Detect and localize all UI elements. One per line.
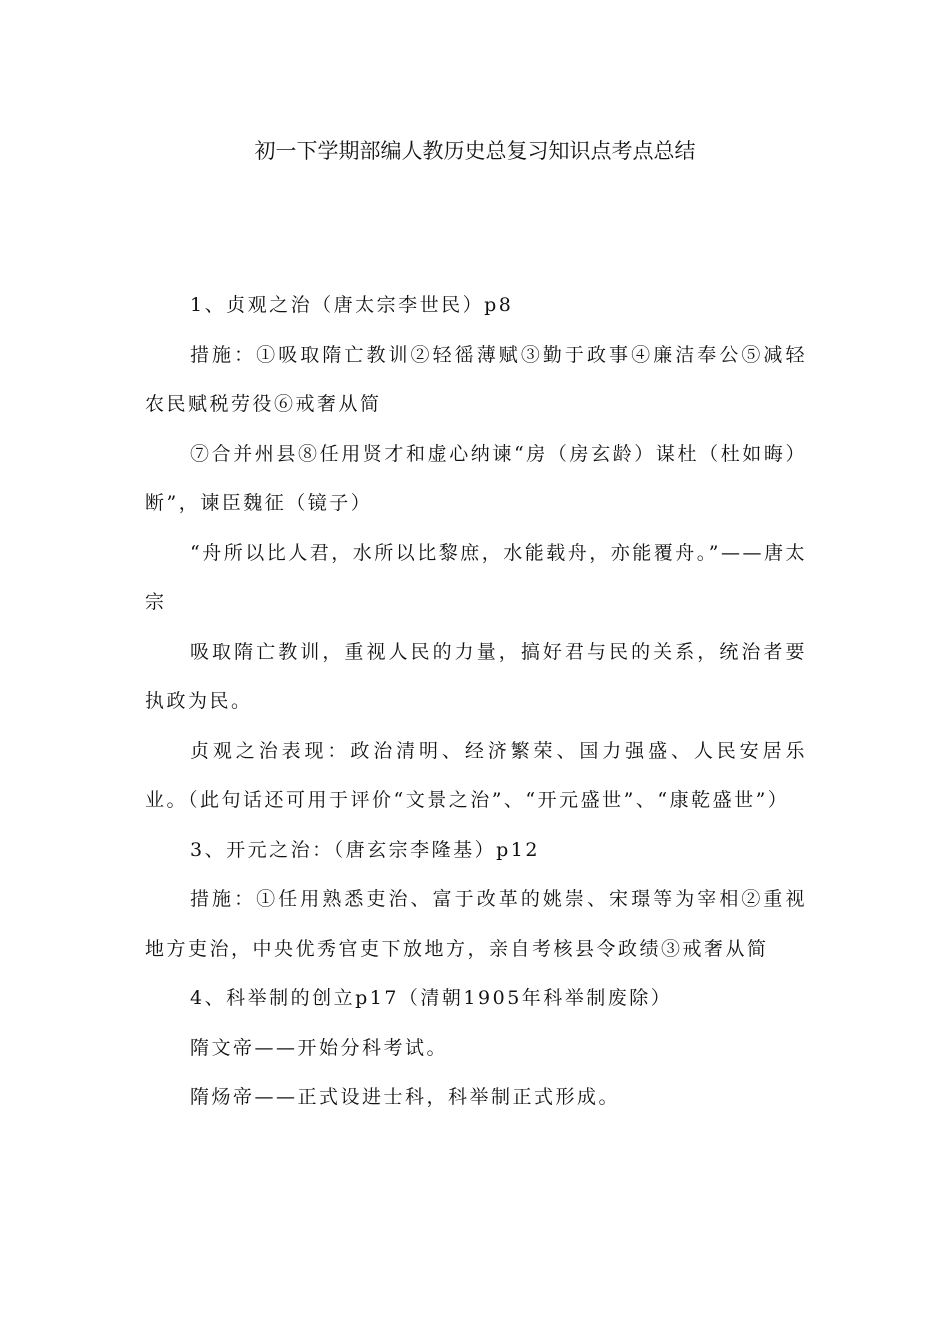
paragraph-kaiyuan-heading: 3、开元之治：（唐玄宗李隆基）p12 <box>190 838 540 861</box>
paragraph-lesson: 吸取隋亡教训，重视人民的力量，搞好君与民的关系，统治者要执政为民。 <box>145 640 807 712</box>
document-body <box>145 281 807 1123</box>
paragraph-zhenguan-measures-cont: ⑦合并州县⑧任用贤才和虚心纳谏“房（房玄龄）谋杜（杜如晦）断”，谏臣魏征（镜子） <box>145 442 807 514</box>
paragraph-sui-wendi: 隋文帝——开始分科考试。 <box>190 1036 449 1059</box>
paragraph-keju-heading: 4、科举制的创立p17（清朝1905年科举制废除） <box>190 987 673 1009</box>
paragraph-zhenguan-measures: 措施：①吸取隋亡教训②轻徭薄赋③勤于政事④廉洁奉公⑤减轻农民赋税劳役⑥戒奢从简 <box>145 343 807 415</box>
paragraph-zhenguan-heading: 1、贞观之治（唐太宗李世民）p8 <box>190 294 514 316</box>
paragraph-kaiyuan-measures: 措施：①任用熟悉吏治、富于改革的姚崇、宋璟等为宰相②重视地方吏治，中央优秀官吏下放地方，亲自考核县令政绩③戒奢从简 <box>145 888 807 960</box>
document-title: 初一下学期部编人教历史总复习知识点考点总结 <box>254 139 696 163</box>
paragraph-sui-yangdi: 隋炀帝——正式设进士科，科举制正式形成。 <box>190 1086 621 1108</box>
paragraph-zhenguan-performance: 贞观之治表现：政治清明、经济繁荣、国力强盛、人民安居乐业。（此句话还可用于评价“文景之治”、“开元盛世”、“康乾盛世”） <box>145 739 807 811</box>
paragraph-quote: “舟所以比人君，水所以比黎庶，水能载舟，亦能覆舟。”——唐太宗 <box>145 541 807 613</box>
